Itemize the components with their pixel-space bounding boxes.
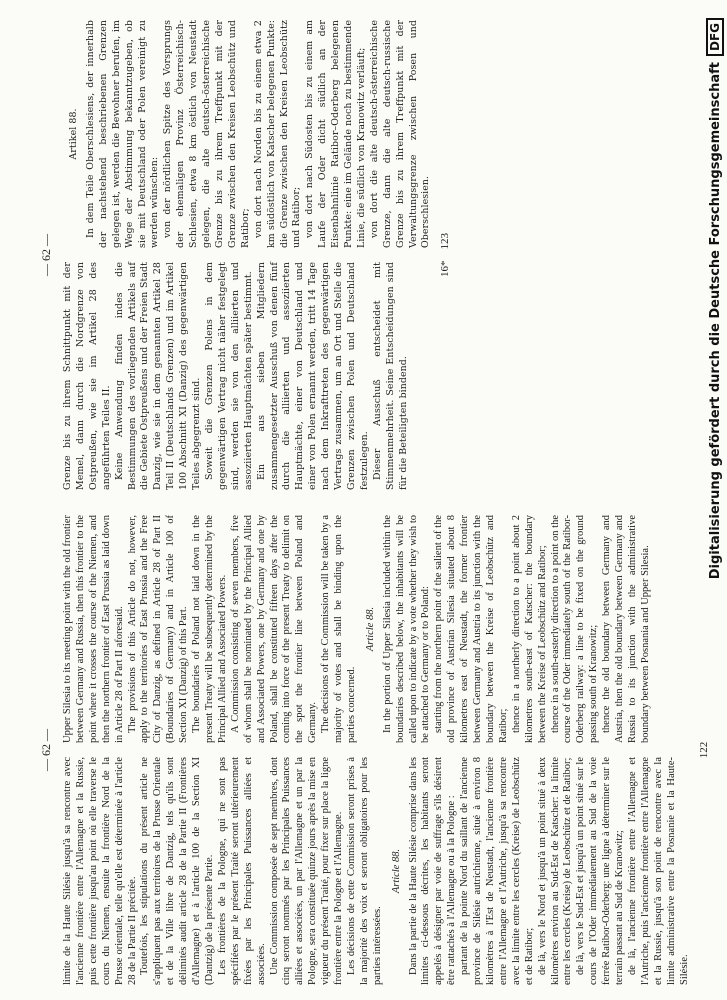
french-paragraph: Une Commission composée de sept membres, dont cinq seront nommés par les Principales Puissances alliées et associées, un par l'Allemagne et un par la Pologne, sera constituée quinze jours après la mise en vigueur du présent Traité, pour fixer sur place la ligne frontière entre la Pologne et l'Allemagne. <box>268 757 345 985</box>
english-article-heading: Article 88. <box>364 606 376 652</box>
page-number <box>439 20 451 490</box>
english-paragraph: In the portion of Upper Silesia included within the boundaries described below, the inhabitants will be called upon to indicate by a vote whether they wish to be attached to Germany or to Poland: <box>381 515 432 743</box>
french-column <box>62 757 692 985</box>
german-column-right <box>62 20 433 248</box>
english-paragraph: thence the old boundary between Germany and Austria, then the old boundary between Germany and Russia to its junction with the administrative boundary between Posnania and Upper Silesia. <box>601 515 651 743</box>
english-column <box>62 515 692 743</box>
english-paragraph: The provisions of this Article do not, however, apply to the territories of East Prussia and the Free City of Danzig, as defined in Article 28 of Part II (Boundaries of Germany) and in Article 100 of Section XI (Danzig) of this Part. <box>126 515 190 743</box>
german-paragraph: Grenze bis zu ihrem Schnittpunkt mit der Memel, dann durch die Nordgrenze von Ostpreußen, wie sie im Artikel 28 des angeführten Teiles II. <box>62 262 112 490</box>
french-paragraph: Dans la partie de la Haute Silésie comprise dans les limites ci-dessous décrites, les habitants seront appelés à désigner par voie de suffrage s'ils désirent être rattachés à l'Allemagne ou à la Pologne : <box>407 757 458 985</box>
german-article-heading: Artikel 88. <box>68 108 79 160</box>
french-paragraph: Toutefois, les stipulations du présent article ne s'appliquent pas aux territoires de la Prusse Orientale et de la Ville libre de Dantzig, tels qu'ils sont délimités audit article 28 de la Partie II (Frontières d'Allemagne) et à l'article 100 de la Section XI (Dantzig) de la présente Partie. <box>139 757 215 985</box>
french-paragraph: de là, vers le Nord et jusqu'à un point situé à deux kilomètres environ au Sud-Est de Katscher: la limite entre les cercles (Kreise) de Leobschütz et de Ratibor; <box>536 757 574 985</box>
english-paragraph: thence in a south-easterly direction to a point on the course of the Oder immediately south of the Ratibor-Oderberg railway: a line to be fixed on the ground passing south of Kranowitz; <box>549 515 600 743</box>
german-paragraph: Ein aus sieben Mitgliedern zusammengesetzter Ausschuß von denen fünf durch die alliierten und assoziierten Hauptmächte, einer von Deutschland und einer von Polen ernannt werden, tritt 14 Tage nach dem Inkrafttreten des gegenwärtigen Vertrags zusammen, um an Ort und Stelle die Grenzen zwischen Polen und Deutschland festzulegen. <box>255 262 370 490</box>
french-paragraph: limite de la Haute Silésie jusqu'à sa rencontre avec l'ancienne frontière entre l'Allemagne et la Russie, puis cette frontière jusqu'au point où elle traverse le cours du Niemen, ensuite la frontière Nord de la Prusse orientale, telle qu'elle est déterminée à l'article 28 de la Partie II précitée. <box>62 757 138 985</box>
page-122 <box>39 515 710 985</box>
english-paragraph: A Commission consisting of seven members, five of whom shall be nominated by the Principal Allied and Associated Powers, one by Germany and one by Poland, shall be constituted fifteen days after the coming into force of the present Treaty to delimit on the spot the frontier line between Poland and Germany. <box>229 515 319 743</box>
french-paragraph: de là, vers le Sud-Est et jusqu'à un point situé sur le cours de l'Oder immédiatement au Sud de la voie ferrée Ratibor-Oderberg: une ligne à déterminer sur le terrain passant au Sud de Kranowitz; <box>575 757 626 985</box>
german-paragraph: von der nördlichen Spitze des Vorsprungs der ehemaligen Provinz Österreichisch-Schlesien, etwa 8 km östlich von Neustadt gelegen, die alte deutsch-österreichische Grenze bis zu ihrem Treffpunkt mit der Grenze zwischen den Kreisen Leobschütz und Ratibor; <box>162 20 251 248</box>
english-paragraph: Upper Silesia to its meeting point with the old frontier between Germany and Russia, then this frontier to the point where it crosses the course of the Niemen, and then the northern frontier of East Prussia as laid down in Article 28 of Part II aforesaid. <box>62 515 125 743</box>
page-123 <box>39 20 679 490</box>
german-paragraph: von dort nach Norden bis zu einem etwa 2 km südöstlich von Katscher belegenen Punkte: die Grenze zwischen den Kreisen Leobschütz und Ratibor; <box>252 20 303 248</box>
german-paragraph: Dieser Ausschuß entscheidet mit Stimmenmehrheit. Seine Entscheidungen sind für die Beteiligten bindend. <box>371 262 409 490</box>
french-paragraph: de là, l'ancienne frontière entre l'Allemagne et l'Autriche, puis l'ancienne frontière entre l'Allemagne et la Russie, jusqu'à son point de rencontre avec la limite administrative entre la Posnanie et la Haute-Silésie. <box>626 757 690 985</box>
german-paragraph: Keine Anwendung finden indes die Bestimmungen des vorliegenden Artikels auf die Gebiete Ostpreußens und der Freien Stadt Danzig, wie sie in dem genannten Artikel 28 Teil II (Deutschlands Grenzen) und im Artikel 100 Abschnitt XI (Danzig) des gegenwärtigen Teiles abgegrenzt sind. <box>113 262 203 490</box>
english-paragraph: thence in a northerly direction to a point about 2 kilometres south-east of Katscher: the boundary between the Kreise of Leobschütz and Ratibor; <box>510 515 548 743</box>
german-paragraph: In dem Teile Oberschlesiens, der innerhalb der nachstehend beschriebenen Grenzen gelegen ist, werden die Bewohner berufen, im Wege der Abstimmung bekanntzugeben, ob sie mit Deutschland oder Polen vereinigt zu werden wünschen: <box>84 20 161 248</box>
french-paragraph: Les frontières de la Pologne, qui ne sont pas spécifiées par le présent Traité seront ultérieurement fixées par les Principales Puissances alliées et associées. <box>216 757 267 985</box>
english-paragraph: starting from the northern point of the salient of the old province of Austrian Silesia situated about 8 kilometres east of Neustadt, the former frontier between Germany and Austria to its junction with the boundary between the Kreise of Leobschütz and Ratibor; <box>433 515 509 743</box>
german-paragraph: Soweit die Grenzen Polens in dem gegenwärtigen Vertrag nicht näher festgelegt sind, werden sie von den alliierten und assoziierten Hauptmächten später bestimmt. <box>203 262 254 490</box>
french-paragraph: partant de la pointe Nord du saillant de l'ancienne province de Silésie autrichienne, situé à environ 8 kilomètres à l'Est de Neustadt, l'ancienne frontière entre l'Allemagne et l'Autriche, jusqu'à sa rencontre avec la limite entre les cercles (Kreise) de Leobschütz et de Ratibor; <box>459 757 535 985</box>
english-paragraph: The decisions of the Commission will be taken by a majority of votes and shall be binding upon the parties concerned. <box>320 515 357 743</box>
page-number: 122 <box>697 741 710 759</box>
german-paragraph: von dort die alte deutsch-österreichische Grenze, dann die alte deutsch-russische Grenze bis zu ihrem Treffpunkt mit der Verwaltungsgrenze zwischen Posen und Oberschlesien. <box>368 20 432 248</box>
page-number-value: 123 <box>439 233 452 250</box>
page-header-folio: — 62 — <box>39 729 53 771</box>
signature-mark: 16* <box>439 260 452 277</box>
german-column-left <box>62 262 433 490</box>
french-article-heading: Article 88. <box>390 848 402 894</box>
french-paragraph: Les décisions de cette Commission seront prises à la majorité des voix et seront obligatoires pour les parties intéressées. <box>345 757 383 985</box>
english-paragraph: The boundaries of Poland not laid down in the present Treaty will be subsequently determined by the Principal Allied and Associated Powers. <box>191 515 228 743</box>
watermark-text: Digitalisierung gefördert durch die Deutsche Forschungsgemeinschaft <box>707 62 723 580</box>
german-paragraph: von dort nach Südosten bis zu einem am Laufe der Oder dicht südlich an der Eisenbahnlinie Ratibor–Oderberg belegenen Punkte: eine im Gelände noch zu bestimmende Linie, die südlich von Kranowitz verläuft; <box>304 20 367 248</box>
page-header-folio: — 62 — <box>39 234 53 276</box>
dfg-logo: DFG <box>706 18 724 56</box>
